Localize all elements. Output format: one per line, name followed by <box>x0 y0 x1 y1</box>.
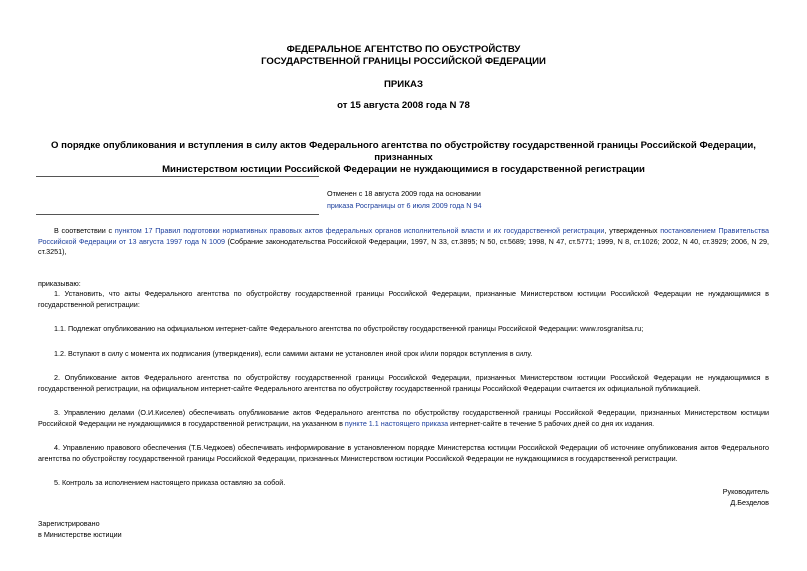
divider-bottom <box>36 214 319 215</box>
preamble <box>38 226 769 258</box>
link-rules-item-17[interactable]: пунктом 17 Правил подготовки нормативных правовых актов федеральных органов исполнительной власти и их государственной регистрации <box>114 226 605 235</box>
title-line-1: О порядке опубликования и вступления в силу актов Федерального агентства по обустройству государственной границы Российской Федерации, признанных <box>51 140 756 163</box>
agency-name <box>0 44 807 68</box>
title-line-2: Министерством юстиции Российской Федерации не нуждающимися в государственной регистрации <box>162 164 645 175</box>
agency-line-2: ГОСУДАРСТВЕННОЙ ГРАНИЦЫ РОССИЙСКОЙ ФЕДЕРАЦИИ <box>261 56 546 67</box>
item-1-2: 1.2. Вступают в силу с момента их подписания (утверждения), если самими актами не установлен иной срок и/или порядок вступления в силу. <box>54 348 533 358</box>
signature-name: Д.Безделов <box>730 498 769 507</box>
signature-role: Руководитель <box>722 487 769 496</box>
document-date-number: от 15 августа 2008 года N 78 <box>337 100 470 111</box>
item-5: 5. Контроль за исполнением настоящего приказа оставляю за собой. <box>54 478 286 487</box>
item-1: 1. Установить, что акты Федерального агентства по обустройству государственной границы Российской Федерации, признанные Министерством юстиции Российской Федерации не нуждающимися в государственной регистрации: <box>38 289 769 309</box>
item-1-1: 1.1. Подлежат опубликованию на официальном интернет-сайте Федерального агентства по обустройству государственной границы Российской Федерации: www.rosgranitsa.ru; <box>54 324 644 333</box>
orders-word: приказываю: <box>38 278 81 288</box>
annulment-link[interactable]: приказа Росграницы от 6 июля 2009 года N 94 <box>327 201 482 210</box>
agency-line-1: ФЕДЕРАЛЬНОЕ АГЕНТСТВО ПО ОБУСТРОЙСТВУ <box>286 44 521 55</box>
registration-note <box>38 518 122 540</box>
item-3-part-a: 3. Управлению делами (О.И.Киселев) обеспечивать опубликование актов Федерального агентства по обустройству государственной границы Российской Федерации, признанных Министерством юстиции Российской Федерации не нуждающимися в государственной регистрации, на указанном в <box>38 408 769 428</box>
preamble-part-1: В соответствии с <box>54 226 115 235</box>
registration-line-2: в Министерстве юстиции <box>38 530 122 539</box>
item-2: 2. Опубликование актов Федерального агентства по обустройству государственной границы Российской Федерации, признанных Министерством юстиции Российской Федерации не нуждающимися в государственной регистрации, на официальном интернет-сайте Федерального агентства по обустройству государственной границы Российской Федерации считается их официальной публикацией. <box>38 373 769 393</box>
registration-line-1: Зарегистрировано <box>38 519 100 528</box>
document-type: ПРИКАЗ <box>384 79 423 90</box>
annulment-text: Отменен с 18 августа 2009 года на основании <box>327 189 481 198</box>
item-3 <box>38 408 769 429</box>
annulment-note <box>327 188 657 212</box>
preamble-part-2: , утвержденных <box>604 226 661 235</box>
link-item-1-1[interactable]: пункте 1.1 настоящего приказа <box>344 418 449 428</box>
preamble-part-3: (Собрание законодательства Российской Федерации, 1997, N 33, ст.3895; N 50, ст.5689; 1998, N 47, ст.5771; 1999, N 8, ст.1026; 2002, N 40, ст.3929; 2006, N 29, ст.3251), <box>38 236 769 256</box>
divider-top <box>36 176 319 177</box>
link-government-resolution[interactable]: постановлением Правительства Российской Федерации от 13 августа 1997 года N 1009 <box>38 226 769 246</box>
signature-block <box>723 486 769 508</box>
document-body <box>38 226 769 489</box>
item-3-part-b: интернет-сайте в течение 5 рабочих дней со дня их издания. <box>448 418 655 428</box>
document-title <box>36 140 771 176</box>
item-4: 4. Управлению правового обеспечения (Т.Б.Чеджоев) обеспечивать информирование в установленном порядке Министерства юстиции Российской Федерации об источнике опубликования актов Федерального агентства по обустройству государственной границы Российской Федерации, признанных Министерством юстиции Российской Федерации не нуждающимися в государственной регистрации. <box>38 443 769 463</box>
